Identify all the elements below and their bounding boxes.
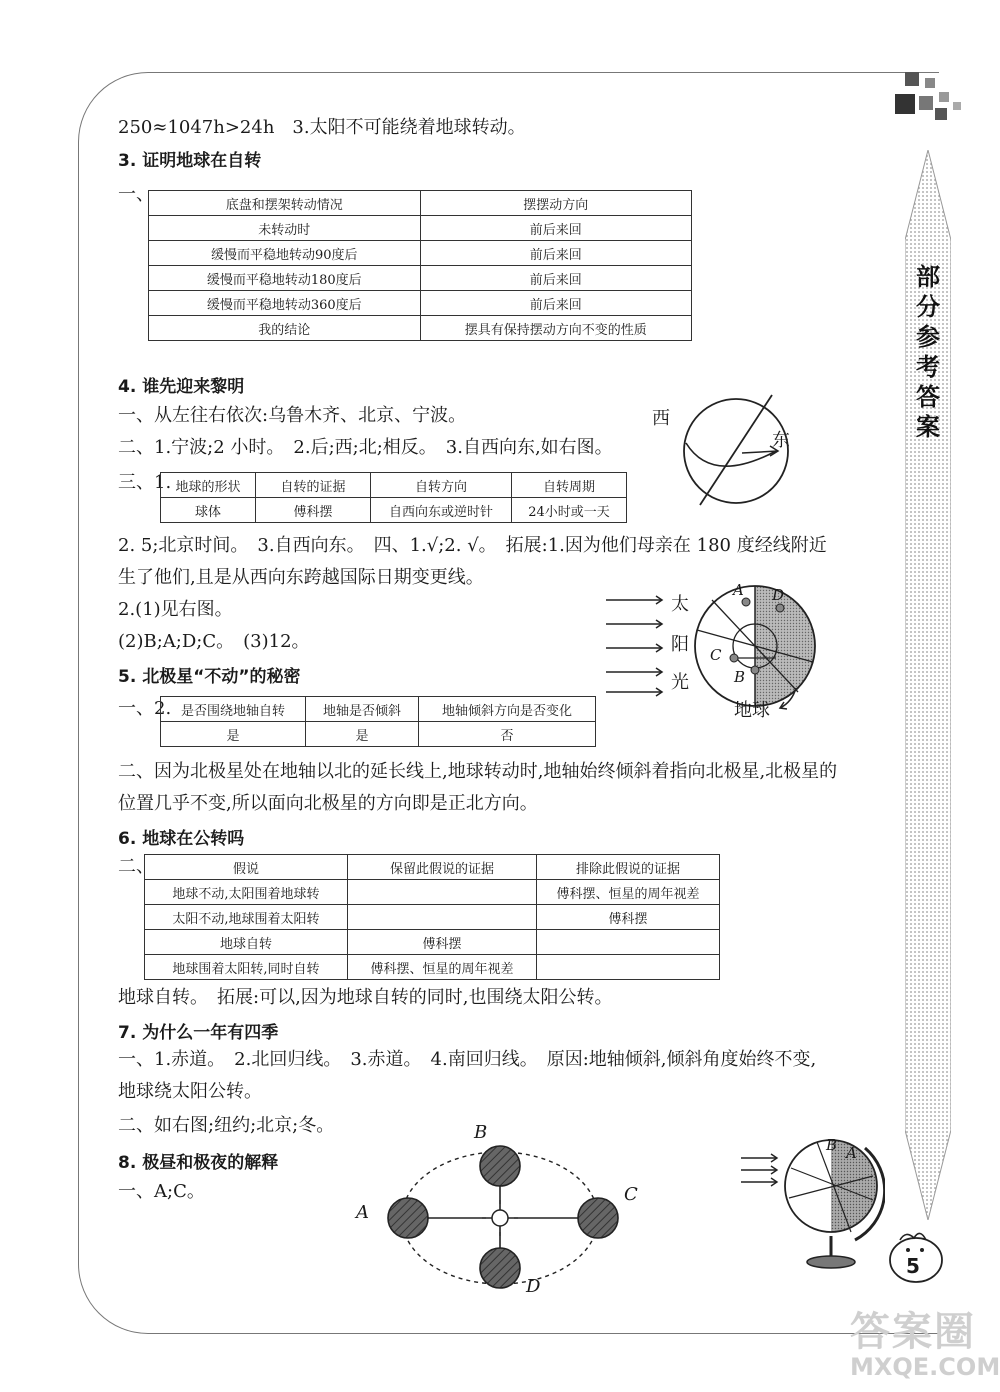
- table-cell: 地球不动,太阳围着地球转: [145, 880, 348, 905]
- table-cell: 缓慢而平稳地转动180度后: [149, 266, 421, 291]
- point-label: A: [356, 1202, 369, 1223]
- point-label: A: [733, 581, 744, 599]
- section-heading: 5. 北极星“不动”的秘密: [118, 667, 301, 687]
- section-heading: 7. 为什么一年有四季: [118, 1023, 279, 1043]
- point-label: B: [734, 668, 746, 686]
- table-header-cell: 摆摆动方向: [420, 191, 692, 216]
- table-cell: 否: [419, 722, 596, 747]
- table-rotation: [160, 472, 627, 523]
- table-cell: 球体: [161, 498, 256, 523]
- table-row: [149, 241, 692, 266]
- table-pendulum: [148, 190, 692, 341]
- table-row: [149, 266, 692, 291]
- table-row: [149, 316, 692, 341]
- table-cell: 是: [161, 722, 306, 747]
- table-cell: [537, 930, 720, 955]
- point-label: B: [826, 1136, 838, 1154]
- section-heading: 3. 证明地球在自转: [118, 151, 262, 171]
- table-row: [161, 697, 596, 722]
- corner-squares-icon: [895, 72, 965, 132]
- watermark-url: MXQE.COM: [850, 1353, 1000, 1381]
- sunlight-char: 光: [671, 672, 689, 693]
- answer-line: (2)B;A;D;C。 (3)12。: [118, 631, 310, 652]
- table-cell: 摆具有保持摆动方向不变的性质: [420, 316, 692, 341]
- table-header-cell: 底盘和摆架转动情况: [149, 191, 421, 216]
- table-cell: 缓慢而平稳地转动90度后: [149, 241, 421, 266]
- table-header-cell: 自转方向: [371, 473, 512, 498]
- earth-label: 地球: [734, 700, 770, 721]
- table-row: [149, 291, 692, 316]
- answer-line: 一、A;C。: [118, 1181, 205, 1202]
- sunlight-char: 阳: [671, 634, 689, 655]
- point-label: C: [710, 646, 722, 664]
- table-header-cell: 自转的证据: [256, 473, 371, 498]
- answer-line: 一、1.赤道。 2.北回归线。 3.赤道。 4.南回归线。 原因:地轴倾斜,倾斜角度始终不变,: [118, 1049, 817, 1070]
- item-marker: 一、: [118, 184, 154, 205]
- table-cell: [348, 905, 537, 930]
- answer-line: 地球自转。 拓展:可以,因为地球自转的同时,也围绕太阳公转。: [118, 987, 613, 1008]
- table-cell: 24小时或一天: [512, 498, 627, 523]
- answer-line: 生了他们,且是从西向东跨越国际日期变更线。: [118, 567, 484, 588]
- table-cell: [537, 955, 720, 980]
- point-label: D: [526, 1276, 541, 1297]
- point-label: A: [846, 1144, 857, 1162]
- answer-line: 一、从左往右依次:乌鲁木齐、北京、宁波。: [118, 405, 467, 426]
- table-cell: 是: [306, 722, 419, 747]
- sunlight-char: 太: [671, 594, 689, 615]
- table-cell: 自西向东或逆时针: [371, 498, 512, 523]
- orbit-figure: [370, 1120, 640, 1300]
- sidebar-title: 部分参考答案: [916, 263, 940, 441]
- section-heading: 8. 极昼和极夜的解释: [118, 1153, 279, 1173]
- point-label: B: [474, 1122, 488, 1143]
- globe-rotation-figure: [672, 385, 802, 515]
- item-marker: 二、: [118, 856, 154, 877]
- table-cell: 前后来回: [420, 291, 692, 316]
- table-row: [145, 955, 720, 980]
- answer-line: 二、因为北极星处在地轴以北的延长线上,地球转动时,地轴始终倾斜着指向北极星,北极星的: [118, 761, 838, 782]
- table-header-cell: 地轴倾斜方向是否变化: [419, 697, 596, 722]
- point-label: D: [772, 586, 785, 604]
- answer-line: 地球绕太阳公转。: [118, 1081, 262, 1102]
- table-row: [161, 722, 596, 747]
- table-row: [149, 191, 692, 216]
- table-row: [161, 498, 627, 523]
- table-cell: 我的结论: [149, 316, 421, 341]
- table-header-cell: 地轴是否倾斜: [306, 697, 419, 722]
- table-row: [161, 473, 627, 498]
- answer-line: 位置几乎不变,所以面向北极星的方向即是正北方向。: [118, 793, 538, 814]
- west-label: 西: [652, 408, 670, 429]
- table-cell: 傅科摆、恒星的周年视差: [348, 955, 537, 980]
- table-cell: 太阳不动,地球围着太阳转: [145, 905, 348, 930]
- section-heading: 6. 地球在公转吗: [118, 829, 245, 849]
- table-header-cell: 是否围绕地轴自转: [161, 697, 306, 722]
- item-marker: 一、2.: [118, 698, 172, 719]
- globe-stand-figure: [735, 1128, 885, 1278]
- page-number: 5: [906, 1254, 920, 1278]
- table-row: [145, 905, 720, 930]
- table-cell: 地球围着太阳转,同时自转: [145, 955, 348, 980]
- table-cell: 前后来回: [420, 266, 692, 291]
- table-row: [145, 855, 720, 880]
- table-cell: 前后来回: [420, 216, 692, 241]
- table-header-cell: 排除此假说的证据: [537, 855, 720, 880]
- item-marker: 三、1.: [118, 472, 172, 493]
- watermark: [850, 1300, 1000, 1392]
- answer-line: 二、1.宁波;2 小时。 2.后;西;北;相反。 3.自西向东,如右图。: [118, 437, 613, 458]
- table-cell: 前后来回: [420, 241, 692, 266]
- table-header-cell: 地球的形状: [161, 473, 256, 498]
- table-cell: 缓慢而平稳地转动360度后: [149, 291, 421, 316]
- table-header-cell: 自转周期: [512, 473, 627, 498]
- table-cell: 傅科摆: [348, 930, 537, 955]
- answer-line: 250≈1047h>24h 3.太阳不可能绕着地球转动。: [118, 117, 526, 138]
- section-heading: 4. 谁先迎来黎明: [118, 377, 245, 397]
- table-row: [149, 216, 692, 241]
- table-header-cell: 假说: [145, 855, 348, 880]
- east-label: 东: [772, 430, 790, 451]
- table-cell: 傅科摆: [256, 498, 371, 523]
- table-cell: 地球自转: [145, 930, 348, 955]
- answer-line: 二、如右图;纽约;北京;冬。: [118, 1115, 335, 1136]
- table-row: [145, 930, 720, 955]
- watermark-logo-text: 答案圈: [850, 1309, 976, 1355]
- table-cell: 傅科摆: [537, 905, 720, 930]
- table-polaris: [160, 696, 596, 747]
- table-row: [145, 880, 720, 905]
- table-cell: [348, 880, 537, 905]
- table-cell: 傅科摆、恒星的周年视差: [537, 880, 720, 905]
- answer-line: 2.(1)见右图。: [118, 599, 233, 620]
- point-label: C: [624, 1184, 638, 1205]
- answer-line: 2. 5;北京时间。 3.自西向东。 四、1.√;2. √。 拓展:1.因为他们母亲在 180 度经线附近: [118, 535, 827, 556]
- table-header-cell: 保留此假说的证据: [348, 855, 537, 880]
- table-hypothesis: [144, 854, 720, 980]
- table-cell: 未转动时: [149, 216, 421, 241]
